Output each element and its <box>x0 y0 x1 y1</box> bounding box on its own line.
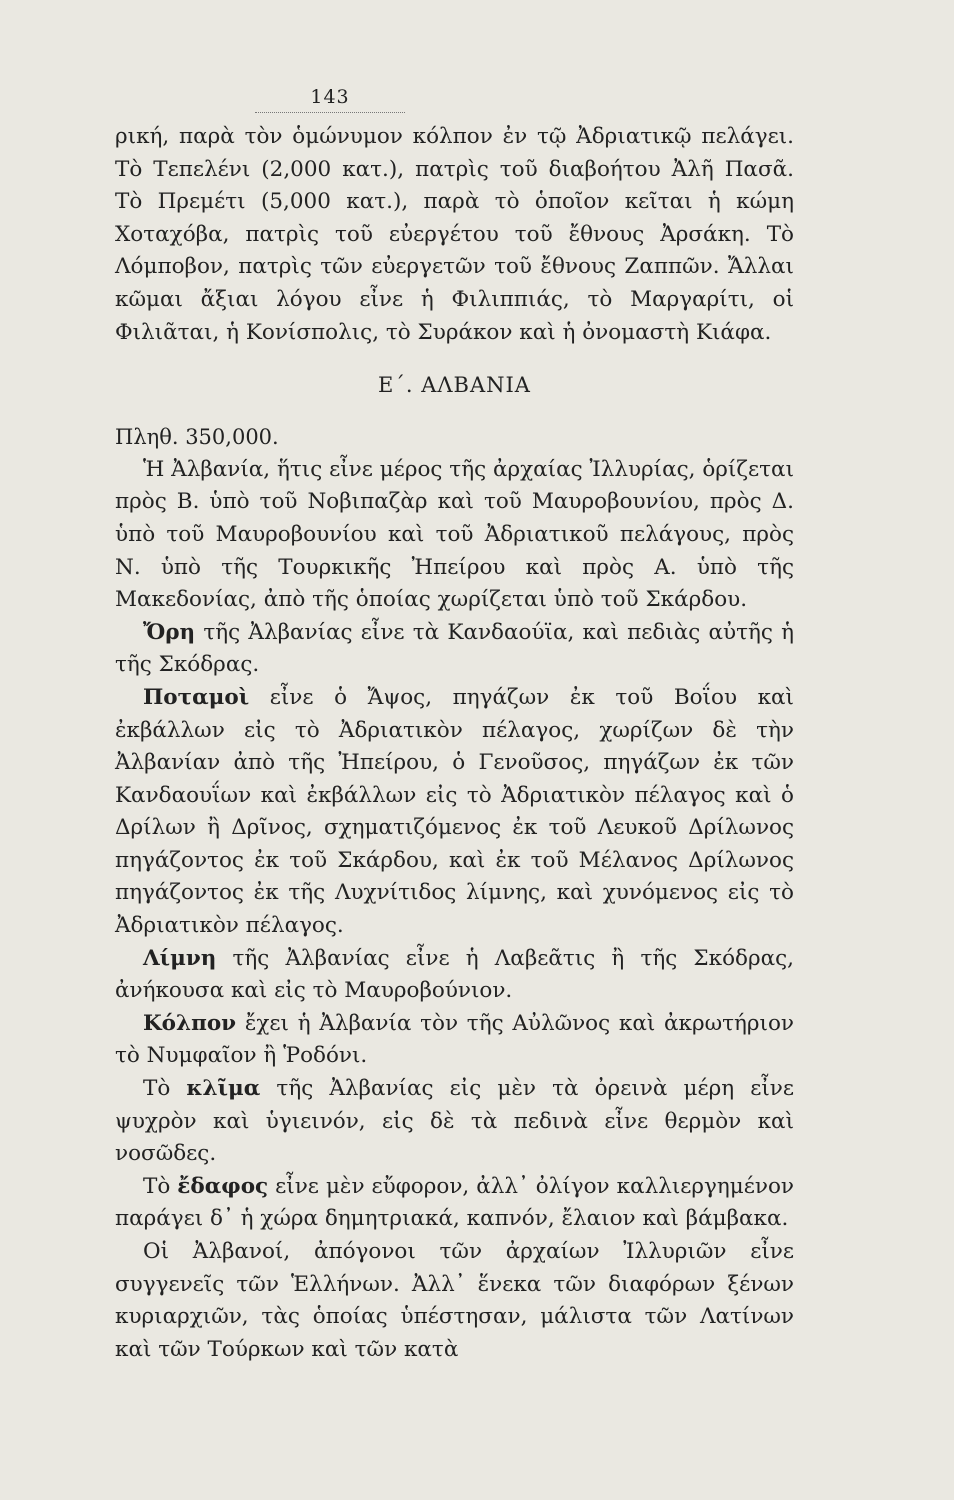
paragraph-climate <box>115 1073 794 1171</box>
keyword-lake: Λίμνη <box>143 945 217 971</box>
paragraph-rivers-text: εἶνε ὁ Ἄψος, πηγάζων ἐκ τοῦ Βοΐου καὶ ἐκβάλλων εἰς τὸ Ἀδριατικὸν πέλαγος, χωρίζων δὲ τὴν Ἀλβανίαν ἀπὸ τῆς Ἠπείρου, ὁ Γενοῦσος, πηγάζων ἐκ τῶν Κανδαουΐων καὶ ἐκβάλλων εἰς τὸ Ἀδριατικὸν πέλαγος καὶ ὁ Δρίλων ἢ Δρῖνος, σχηματιζόμενος ἐκ τοῦ Λευκοῦ Δρίλωνος πηγάζοντος ἐκ τοῦ Σκάρδου, καὶ ἐκ τοῦ Μέλανος Δρίλωνος πηγάζοντος ἐκ τῆς Λυχνίτιδος λίμνης, καὶ χυνόμενος εἰς τὸ Ἀδριατικὸν πέλαγος. <box>115 684 794 939</box>
keyword-gulf: Κόλπον <box>143 1010 237 1036</box>
paragraph-lake-text: τῆς Ἀλβανίας εἶνε ἡ Λαβεᾶτις ἢ τῆς Σκόδρας, ἀνήκουσα καὶ εἰς τὸ Μαυροβούνιον. <box>115 945 794 1004</box>
page-number: 143 <box>255 86 405 113</box>
keyword-climate: κλῖμα <box>186 1076 261 1102</box>
paragraph-mountains <box>115 617 794 682</box>
population-line: Πληθ. 350,000. <box>115 425 279 450</box>
paragraph-mountains-text: τῆς Ἀλβανίας εἶνε τὰ Κανδαούϊα, καὶ πεδιὰς αὐτῆς ἡ τῆς Σκόδρας. <box>115 619 794 678</box>
paragraph-soil-text: εἶνε μὲν εὔφορον, ἀλλ᾽ ὀλίγον καλλιεργημένον παράγει δ᾽ ἡ χώρα δημητριακά, καπνόν, ἔλαιον καὶ βάμβακα. <box>115 1173 794 1232</box>
paragraph-soil-prefix: Τὸ <box>143 1173 178 1199</box>
paragraph-towns: ρική, παρὰ τὸν ὁμώνυμον κόλπον ἐν τῷ Ἀδριατικῷ πελάγει. Τὸ Τεπελένι (2,000 κατ.), πατρὶς τοῦ διαβοήτου Ἀλῆ Πασᾶ. Τὸ Πρεμέτι (5,000 κατ.), παρὰ τὸ ὁποῖον κεῖται ἡ κώμη Χοταχόβα, πατρὶς τοῦ εὐεργέτου τοῦ ἔθνους Ἀρσάκη. Τὸ Λόμποβον, πατρὶς τῶν εὐεργετῶν τοῦ ἔθνους Ζαππῶν. Ἄλλαι κῶμαι ἄξιαι λόγου εἶνε ἡ Φιλιππιάς, τὸ Μαργαρίτι, οἱ Φιλιᾶται, ἡ Κονίσπολις, τὸ Συράκον καὶ ἡ ὀνομαστὴ Κιάφα. <box>115 124 794 345</box>
paragraph-people: Οἱ Ἀλβανοί, ἀπόγονοι τῶν ἀρχαίων Ἰλλυριῶν εἶνε συγγενεῖς τῶν Ἑλλήνων. Ἀλλ᾽ ἕνεκα τῶν διαφόρων ξένων κυριαρχιῶν, τὰς ὁποίας ὑπέστησαν, μάλιστα τῶν Λατίνων καὶ τῶν Τούρκων καὶ τῶν κατὰ <box>115 1239 794 1362</box>
section-heading: Ε΄. ΑΛΒΑΝΙΑ <box>378 373 531 398</box>
paragraph-rivers <box>115 682 794 943</box>
paragraph-borders: Ἡ Ἀλβανία, ἥτις εἶνε μέρος τῆς ἀρχαίας Ἰλλυρίας, ὁρίζεται πρὸς Β. ὑπὸ τοῦ Νοβιπαζὰρ καὶ τοῦ Μαυροβουνίου, πρὸς Δ. ὑπὸ τοῦ Μαυροβουνίου καὶ τοῦ Ἀδριατικοῦ πελάγους, πρὸς Ν. ὑπὸ τῆς Τουρκικῆς Ἠπείρου καὶ πρὸς Α. ὑπὸ τῆς Μακεδονίας, ἀπὸ τῆς ὁποίας χωρίζεται ὑπὸ τοῦ Σκάρδου. <box>115 456 794 613</box>
paragraph-gulf <box>115 1008 794 1073</box>
keyword-mountains: Ὄρη <box>143 619 196 645</box>
paragraph-soil <box>115 1171 794 1236</box>
paragraph-lake <box>115 943 794 1008</box>
paragraph-climate-prefix: Τὸ <box>143 1076 187 1102</box>
keyword-soil: ἔδαφος <box>177 1173 269 1199</box>
keyword-rivers: Ποταμοὶ <box>143 684 250 710</box>
paragraph-climate-text: τῆς Ἀλβανίας εἰς μὲν τὰ ὀρεινὰ μέρη εἶνε ψυχρὸν καὶ ὑγιεινόν, εἰς δὲ τὰ πεδινὰ εἶνε θερμὸν καὶ νοσῶδες. <box>115 1076 795 1167</box>
paragraph-gulf-text: ἔχει ἡ Ἀλβανία τὸν τῆς Αὐλῶνος καὶ ἀκρωτήριον τὸ Νυμφαῖον ἢ Ῥοδόνι. <box>115 1010 794 1069</box>
